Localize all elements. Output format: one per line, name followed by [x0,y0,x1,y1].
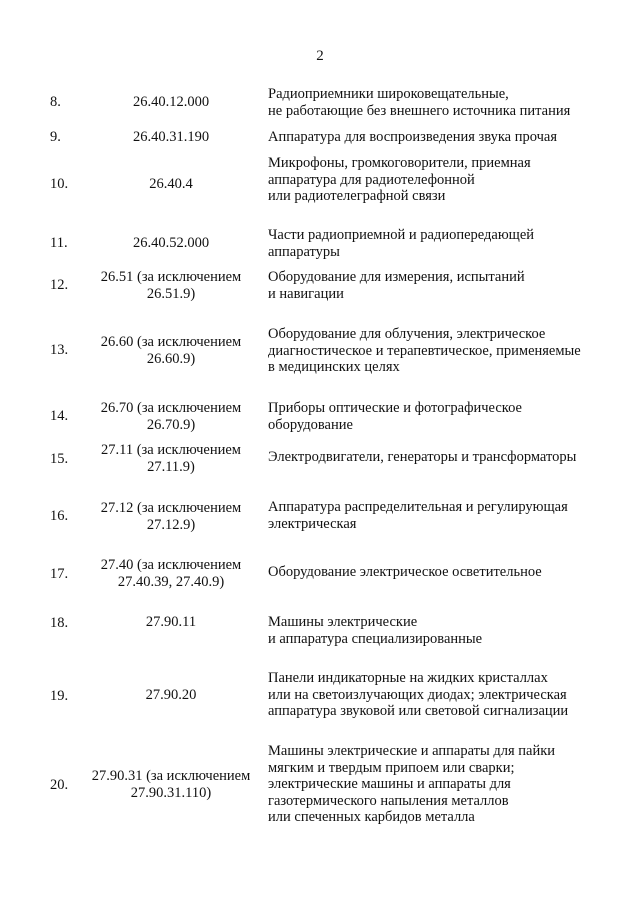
row-description: Оборудование электрическое осветительное [268,564,542,580]
row-description: Радиоприемники широковещательные, не работающие без внешнего источника питания [268,86,571,119]
row-number: 18. [50,615,69,631]
row-number: 15. [50,451,69,467]
row-number: 10. [50,176,69,192]
row-number: 20. [50,777,69,793]
row-number: 9. [50,129,61,145]
row-description: Панели индикаторные на жидких кристаллах или на светоизлучающих диодах; электрическая аппаратура звуковой или световой сигнализации [268,670,569,719]
okpd-code: 26.51 (за исключением 26.51.9) [100,269,242,302]
row-description: Микрофоны, громкоговорители, приемная аппаратура для радиотелефонной или радиотелеграфной связи [268,155,531,204]
okpd-code: 26.40.4 [149,176,193,192]
row-number: 13. [50,342,69,358]
row-description: Электродвигатели, генераторы и трансформаторы [268,449,577,465]
okpd-code: 26.70 (за исключением 26.70.9) [100,400,242,433]
row-description: Машины электрические и аппаратура специализированные [268,614,483,647]
okpd-code: 26.60 (за исключением 26.60.9) [100,334,242,367]
row-description: Оборудование для измерения, испытаний и навигации [268,269,525,302]
row-number: 12. [50,277,69,293]
okpd-code: 27.90.31 (за исключением 27.90.31.110) [91,768,251,801]
row-description: Аппаратура распределительная и регулирующая электрическая [268,499,568,532]
row-description: Машины электрические и аппараты для пайки мягким и твердым припоем или сварки; электрические машины и аппараты для газотермического напыления металлов или спеченных карбидов металла [268,743,556,825]
row-number: 17. [50,566,69,582]
row-description: Приборы оптические и фотографическое оборудование [268,400,522,433]
row-description: Оборудование для облучения, электрическое диагностическое и терапевтическое, применяемые в медицинских целях [268,326,581,375]
row-number: 8. [50,94,61,110]
row-description: Аппаратура для воспроизведения звука прочая [268,129,558,145]
okpd-code: 27.12 (за исключением 27.12.9) [100,500,242,533]
page-number: 2 [316,48,324,64]
row-number: 16. [50,508,69,524]
okpd-code: 27.11 (за исключением 27.11.9) [101,442,241,475]
okpd-code: 26.40.12.000 [132,94,210,110]
row-number: 19. [50,688,69,704]
row-number: 11. [50,235,68,251]
okpd-code: 26.40.52.000 [132,235,210,251]
okpd-code: 26.40.31.190 [132,129,210,145]
okpd-code: 27.40 (за исключением 27.40.39, 27.40.9) [100,557,242,590]
row-number: 14. [50,408,69,424]
okpd-code: 27.90.20 [145,687,197,703]
row-description: Части радиоприемной и радиопередающей аппаратуры [268,227,535,260]
okpd-code: 27.90.11 [145,614,197,630]
